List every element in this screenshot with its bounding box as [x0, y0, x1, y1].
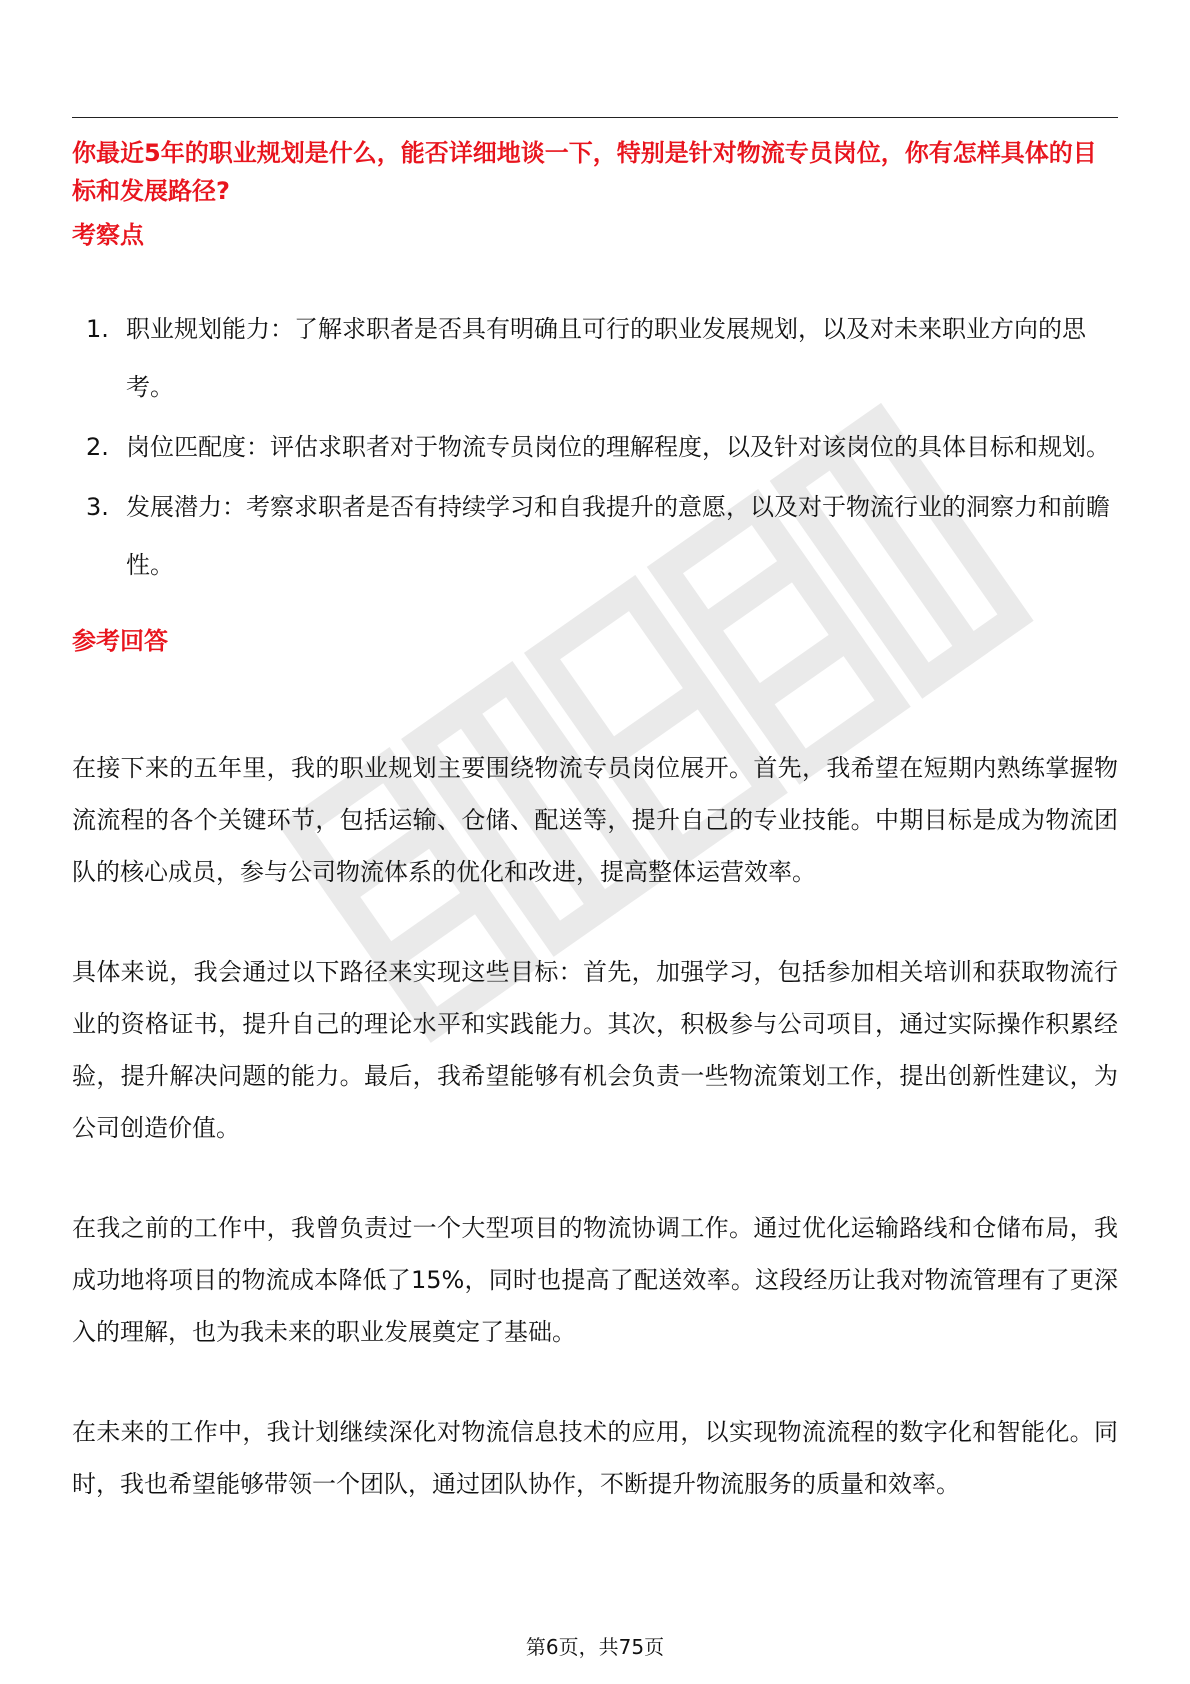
- answer-body: [72, 742, 1118, 1558]
- assessment-item: [72, 300, 1118, 416]
- assessment-item-number: 3.: [86, 493, 109, 521]
- assessment-list: [72, 300, 1118, 596]
- answer-heading: 参考回答: [72, 627, 168, 655]
- assessment-item: [72, 478, 1118, 594]
- answer-paragraph: 在我之前的工作中，我曾负责过一个大型项目的物流协调工作。通过优化运输路线和仓储布局，我成功地将项目的物流成本降低了15%，同时也提高了配送效率。这段经历让我对物流管理有了更深入的理解，也为我未来的职业发展奠定了基础。: [72, 1214, 1118, 1346]
- answer-paragraph: 具体来说，我会通过以下路径来实现这些目标：首先，加强学习，包括参加相关培训和获取物流行业的资格证书，提升自己的理论水平和实践能力。其次，积极参与公司项目，通过实际操作积累经验，提升解决问题的能力。最后，我希望能够有机会负责一些物流策划工作，提出创新性建议，为公司创造价值。: [72, 958, 1118, 1142]
- assessment-item-number: 1.: [86, 315, 109, 343]
- assessment-item-text: 职业规划能力：了解求职者是否具有明确且可行的职业发展规划，以及对未来职业方向的思考。: [126, 315, 1086, 401]
- answer-paragraph: 在接下来的五年里，我的职业规划主要围绕物流专员岗位展开。首先，我希望在短期内熟练掌握物流流程的各个关键环节，包括运输、仓储、配送等，提升自己的专业技能。中期目标是成为物流团队的核心成员，参与公司物流体系的优化和改进，提高整体运营效率。: [72, 754, 1118, 886]
- assessment-item-text: 发展潜力：考察求职者是否有持续学习和自我提升的意愿，以及对于物流行业的洞察力和前瞻性。: [126, 493, 1110, 579]
- header-rule: [72, 117, 1118, 118]
- assessment-item: [72, 418, 1118, 476]
- assessment-heading: 考察点: [72, 221, 144, 249]
- assessment-item-text: 岗位匹配度：评估求职者对于物流专员岗位的理解程度，以及针对该岗位的具体目标和规划。: [126, 433, 1110, 461]
- answer-paragraph: 在未来的工作中，我计划继续深化对物流信息技术的应用，以实现物流流程的数字化和智能化。同时，我也希望能够带领一个团队，通过团队协作，不断提升物流服务的质量和效率。: [72, 1418, 1118, 1498]
- assessment-item-number: 2.: [86, 433, 109, 461]
- question-title: 你最近5年的职业规划是什么，能否详细地谈一下，特别是针对物流专员岗位，你有怎样具体的目标和发展路径?: [72, 139, 1097, 205]
- page-number: 第6页，共75页: [525, 1635, 665, 1659]
